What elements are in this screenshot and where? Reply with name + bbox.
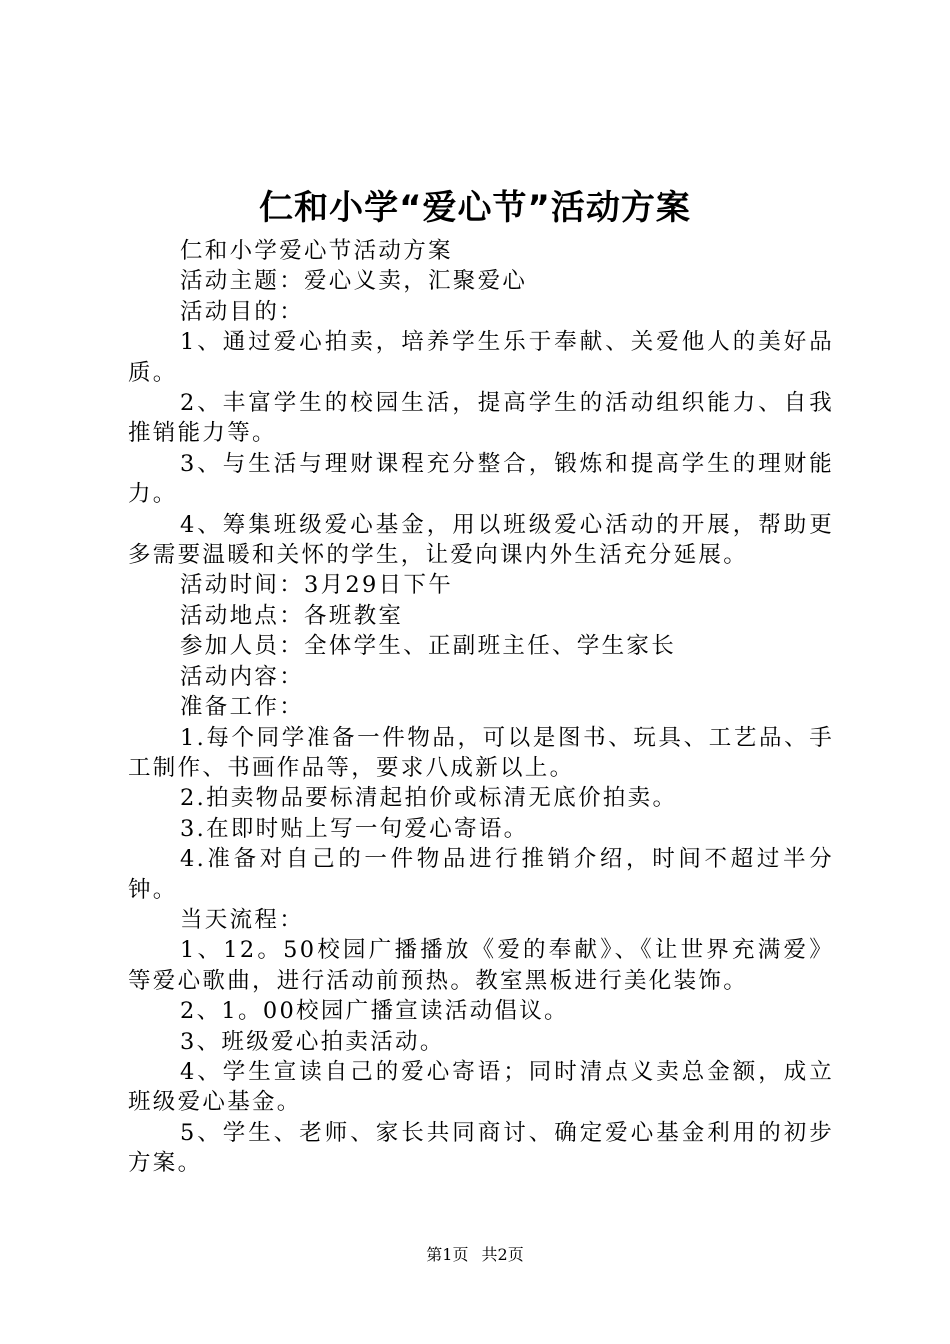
page-number: 第1页 bbox=[426, 1245, 469, 1264]
page-total: 共2页 bbox=[481, 1245, 524, 1264]
paragraph: 1、通过爱心拍卖，培养学生乐于奉献、关爱他人的美好品质。 bbox=[128, 329, 834, 386]
paragraph: 4、学生宣读自己的爱心寄语；同时清点义卖总金额，成立班级爱心基金。 bbox=[128, 1058, 834, 1116]
document-body bbox=[128, 236, 834, 1179]
paragraph: 活动时间：3月29日下午 bbox=[180, 572, 454, 599]
paragraph: 5、学生、老师、家长共同商讨、确定爱心基金利用的初步方案。 bbox=[128, 1119, 834, 1177]
paragraph: 活动主题：爱心义卖，汇聚爱心 bbox=[180, 268, 528, 295]
paragraph: 3、班级爱心拍卖活动。 bbox=[180, 1028, 445, 1055]
paragraph: 3.在即时贴上写一句爱心寄语。 bbox=[180, 815, 529, 842]
paragraph: 4.准备对自己的一件物品进行推销介绍，时间不超过半分钟。 bbox=[128, 846, 834, 903]
paragraph: 3、与生活与理财课程充分整合，锻炼和提高学生的理财能力。 bbox=[128, 450, 834, 508]
paragraph: 准备工作： bbox=[180, 694, 305, 721]
paragraph: 活动内容： bbox=[180, 663, 305, 690]
paragraph: 4、筹集班级爱心基金，用以班级爱心活动的开展，帮助更多需要温暖和关怀的学生，让爱向课内外生活充分延展。 bbox=[128, 511, 834, 569]
paragraph: 参加人员：全体学生、正副班主任、学生家长 bbox=[180, 633, 677, 660]
page-footer bbox=[0, 1244, 950, 1266]
paragraph: 活动地点：各班教室 bbox=[180, 602, 404, 629]
paragraph: 1、12。50校园广播播放《爱的奉献》、《让世界充满爱》等爱心歌曲，进行活动前预热。教室黑板进行美化装饰。 bbox=[128, 937, 834, 994]
paragraph: 2、1。00校园广播宣读活动倡议。 bbox=[180, 998, 569, 1025]
paragraph: 活动目的： bbox=[180, 298, 305, 325]
paragraph: 仁和小学爱心节活动方案 bbox=[180, 238, 453, 264]
paragraph: 2、丰富学生的校园生活，提高学生的活动组织能力、自我推销能力等。 bbox=[128, 390, 834, 447]
paragraph: 当天流程： bbox=[180, 906, 305, 933]
paragraph: 2.拍卖物品要标清起拍价或标清无底价拍卖。 bbox=[180, 785, 678, 812]
paragraph: 1.每个同学准备一件物品，可以是图书、玩具、工艺品、手工制作、书画作品等，要求八成新以上。 bbox=[128, 724, 834, 781]
document-title: 仁和小学“爱心节”活动方案 bbox=[259, 188, 691, 228]
